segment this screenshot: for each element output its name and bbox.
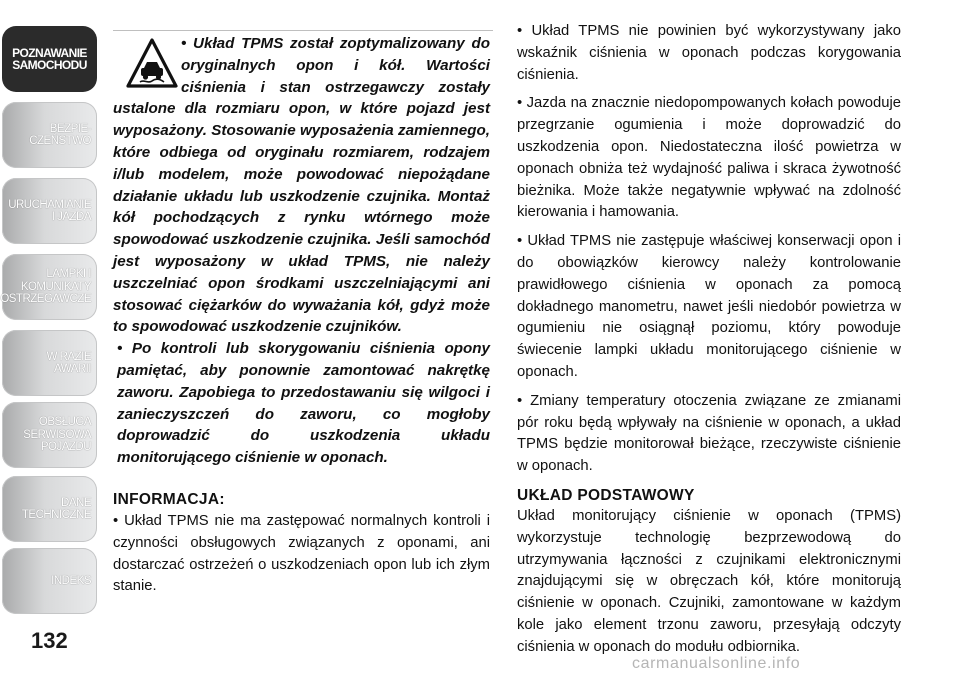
bullet-paragraph: • Zmiany temperatury otoczenia związane ze zmianami pór roku będą wpływały na ciśnienie w oponach, a układ TPMS będzie monitorował bieżące, rzeczywiste ciśnienie w oponach. <box>517 392 901 475</box>
bullet-paragraph: • Układ TPMS nie powinien być wykorzystywany jako wskaźnik ciśnienia w oponach podczas korygowania ciśnienia. <box>517 23 901 83</box>
tab-uruchamianie-i-jazda[interactable] <box>2 178 97 244</box>
tab-label: INDEKS <box>51 574 91 587</box>
section-paragraph: Układ monitorujący ciśnienie w oponach (TPMS) wykorzystuje technologię bezprzewodową do utrzymywania łączności z czujnikami elektronicznymi znajdującymi się w obręczach kół, które monitorują ciśnienie w oponach. Czujniki, zamontowane w każdym kole jako element trzonu zaworu, przesyłają odczyty ciśnienia w oponach do modułu odbiornika. <box>517 507 901 655</box>
tab-poznawanie-samochodu[interactable] <box>2 26 97 92</box>
warning-paragraph: • Układ TPMS został zoptymalizowany do oryginalnych opon i kół. Wartości ciśnienia i stan ostrzegawczy zostały ustalone dla rozmiaru opon, w które pojazd jest wyposażony. Stosowanie wyposażenia zamiennego, które odbiega od oryginału rozmiarem, rodzajem i/lub modelem, może powodować niepożądane działanie układu lub uszkodzenie czujnika. Montaż kół pochodzących z rynku wtórnego może spowodować uszkodzenie czujnika. Jeśli samochód jest wyposażony w układ TPMS, nie należy uszczelniać opon środkami uszczelniającymi ani stosować ciężarków do wyważania kół, gdyż może to spowodować uszkodzenie czujników. <box>113 35 490 336</box>
bullet-paragraph: • Jazda na znacznie niedopompowanych kołach powoduje przegrzanie ogumienia i może doprowadzić do uszkodzenia opon. Niedostateczna ilość powietrza w oponach obniża też wydajność paliwa i skraca żywotność bieżnika. Może także negatywnie wpływać na zdolność kierowania i hamowania. <box>517 95 901 221</box>
tab-label: OBSŁUGA SERWISOWA POJAZDU <box>23 416 91 454</box>
tab-label: W RAZIE AWARII <box>46 350 91 375</box>
section-heading: UKŁAD PODSTAWOWY <box>517 486 695 504</box>
info-heading: INFORMACJA: <box>113 491 225 508</box>
watermark: carmanualsonline.info <box>632 655 801 672</box>
warning-top-rule <box>113 30 493 31</box>
page-number: 132 <box>31 628 68 653</box>
tab-w-razie-awarii[interactable] <box>2 330 97 396</box>
info-text <box>113 511 490 598</box>
tab-obsluga-serwisowa[interactable] <box>2 402 97 468</box>
tab-indeks[interactable] <box>2 548 97 614</box>
tab-label: URUCHAMIANIE I JAZDA <box>8 198 91 223</box>
tab-bezpieczenstwo[interactable] <box>2 102 97 168</box>
bullet-paragraph: • Układ TPMS nie zastępuje właściwej konserwacji opon i do obowiązków kierowcy należy kontrolowanie prawidłowego ciśnienia w oponach za pomocą dokładnego manometru, nawet jeśli niedobór powietrza w ogumieniu nie osiągnął poziomu, który powoduje świecenie lampki układu monitorującego ciśnienie w oponach. <box>517 233 901 380</box>
info-paragraph: • Układ TPMS nie ma zastępować normalnych kontroli i czynności obsługowych związanych z oponami, ani dostarczać ostrzeżeń o uszkodzeniach opon lub ich złym stanie. <box>113 513 490 595</box>
tab-label: BEZPIE- CZEŃSTWO <box>29 122 91 147</box>
warning-text <box>113 33 490 469</box>
warning-paragraph: • Po kontroli lub skorygowaniu ciśnienia opony pamiętać, aby ponownie zamontować nakrętkę zaworu. Zapobiega to przedostawaniu się wilgoci i zanieczyszczeń do zaworu, co mogłoby doprowadzić do uszkodzenia układu monitorującego ciśnienie w oponach. <box>117 340 490 467</box>
tab-label: LAMPKI I KOMUNIKATY OSTRZEGAWCZE <box>0 268 91 306</box>
tab-label: POZNAWANIE SAMOCHODU <box>12 45 87 72</box>
tab-label: DANE TECHNICZNE <box>21 496 91 521</box>
tab-dane-techniczne[interactable] <box>2 476 97 542</box>
right-column <box>517 21 901 666</box>
tab-lampki-i-komunikaty[interactable] <box>2 254 97 320</box>
